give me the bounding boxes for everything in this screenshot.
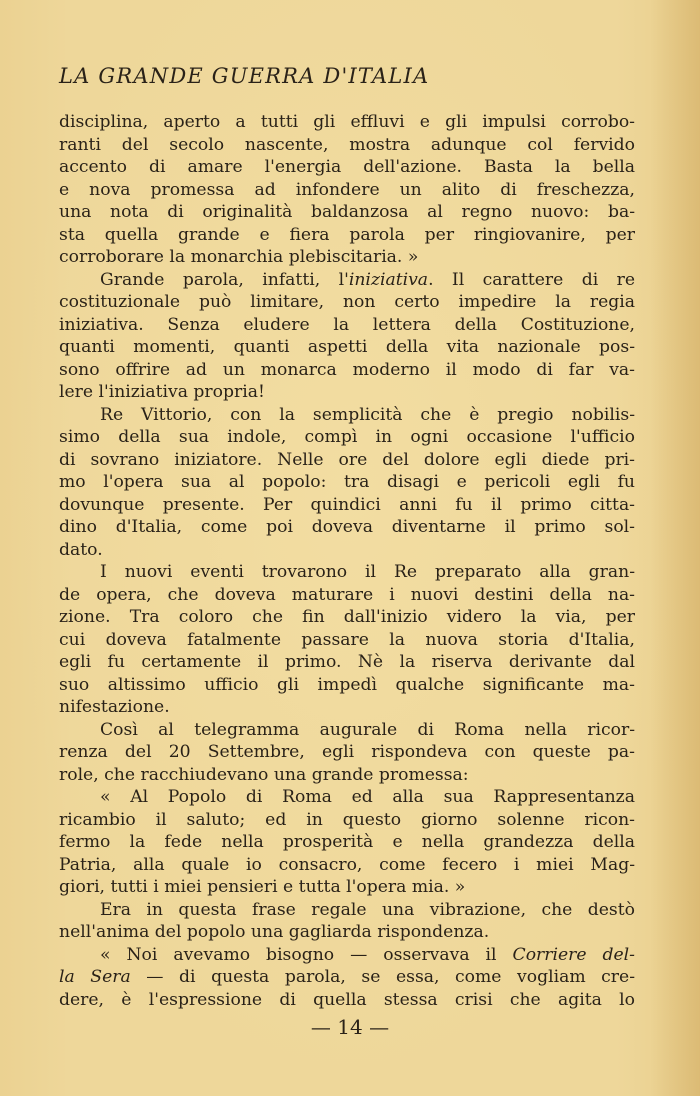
italic-title: Corriere del- (512, 944, 635, 965)
text-line: dato. (59, 539, 103, 560)
text-line: una nota di originalità baldanzosa al regno nuovo: ba- (59, 202, 635, 222)
text-line: sono offrire ad un monarca moderno il modo di far va- (59, 359, 635, 380)
text-line: renza del 20 Settembre, egli rispondeva con queste pa- (59, 742, 635, 762)
body-text (59, 111, 635, 1011)
text-segment: « Noi avevamo bisogno — osservava il (100, 944, 497, 965)
running-head: LA GRANDE GUERRA D'ITALIA (59, 64, 430, 88)
text-segment: — di questa parola, se essa, come vogliam cre- (146, 967, 636, 987)
text-line: dovunque presente. Per quindici anni fu il primo citta- (59, 494, 635, 515)
text-line: zione. Tra coloro che fin dall'inizio videro la via, per (59, 607, 635, 627)
text-line: ricambio il saluto; ed in questo giorno solenne ricon- (59, 809, 635, 830)
text-line: fermo la fede nella prosperità e nella grandezza della (59, 832, 635, 852)
italic-word: iniziativa (348, 269, 429, 290)
page-number: — 14 — (310, 1015, 390, 1039)
text-line: ranti del secolo nascente, mostra adunque col fervido (59, 134, 635, 155)
text-line: disciplina, aperto a tutti gli effluvi e gli impulsi corrobo- (59, 112, 635, 132)
text-line (59, 944, 635, 967)
text-line: nifestazione. (59, 697, 170, 717)
text-segment: . Il carattere di re (428, 269, 635, 290)
text-line: de opera, che doveva maturare i nuovi destini della na- (59, 584, 635, 605)
text-line (59, 269, 635, 292)
text-line: quanti momenti, quanti aspetti della vita nazionale pos- (59, 337, 635, 357)
text-line: giori, tutti i miei pensieri e tutta l'opera mia. » (59, 877, 466, 897)
italic-title: la Sera (59, 967, 131, 987)
text-line: suo altissimo ufficio gli impedì qualche significante ma- (59, 674, 635, 695)
text-line: « Al Popolo di Roma ed alla sua Rappresentanza (100, 787, 635, 807)
text-line: sta quella grande e fiera parola per ringiovanire, per (59, 224, 635, 245)
text-line: Patria, alla quale io consacro, come fecero i miei Mag- (59, 854, 635, 875)
text-line: I nuovi eventi trovarono il Re preparato alla gran- (100, 562, 635, 582)
text-line: Così al telegramma augurale di Roma nella ricor- (100, 719, 635, 740)
text-line: dino d'Italia, come poi doveva diventarne il primo sol- (59, 517, 635, 537)
text-line: dere, è l'espressione di quella stessa crisi che agita lo (59, 989, 635, 1010)
text-line: egli fu certamente il primo. Nè la riserva derivante dal (59, 652, 635, 672)
text-line: corroborare la monarchia plebiscitaria. » (59, 247, 419, 267)
text-line: lere l'iniziativa propria! (59, 382, 265, 402)
text-line: e nova promessa ad infondere un alito di freschezza, (59, 179, 635, 200)
text-line: Era in questa frase regale una vibrazione, che destò (100, 899, 635, 920)
text-line: Re Vittorio, con la semplicità che è pregio nobilis- (100, 404, 635, 425)
text-line: costituzionale può limitare, non certo impedire la regia (59, 292, 635, 312)
text-line: cui doveva fatalmente passare la nuova storia d'Italia, (59, 629, 635, 650)
text-line: mo l'opera sua al popolo: tra disagi e pericoli egli fu (59, 472, 635, 492)
text-line: iniziativa. Senza eludere la lettera della Costituzione, (59, 314, 635, 335)
text-segment: Grande parola, infatti, l' (100, 269, 349, 290)
text-line: role, che racchiudevano una grande promessa: (59, 764, 469, 785)
text-line: simo della sua indole, compì in ogni occasione l'ufficio (59, 427, 635, 447)
text-line: accento di amare l'energia dell'azione. Basta la bella (59, 157, 635, 177)
page-edge-shadow (650, 0, 700, 1096)
text-line (59, 966, 635, 989)
text-line: nell'anima del popolo una gagliarda rispondenza. (59, 922, 490, 942)
text-line: di sovrano iniziatore. Nelle ore del dolore egli diede pri- (59, 449, 635, 470)
